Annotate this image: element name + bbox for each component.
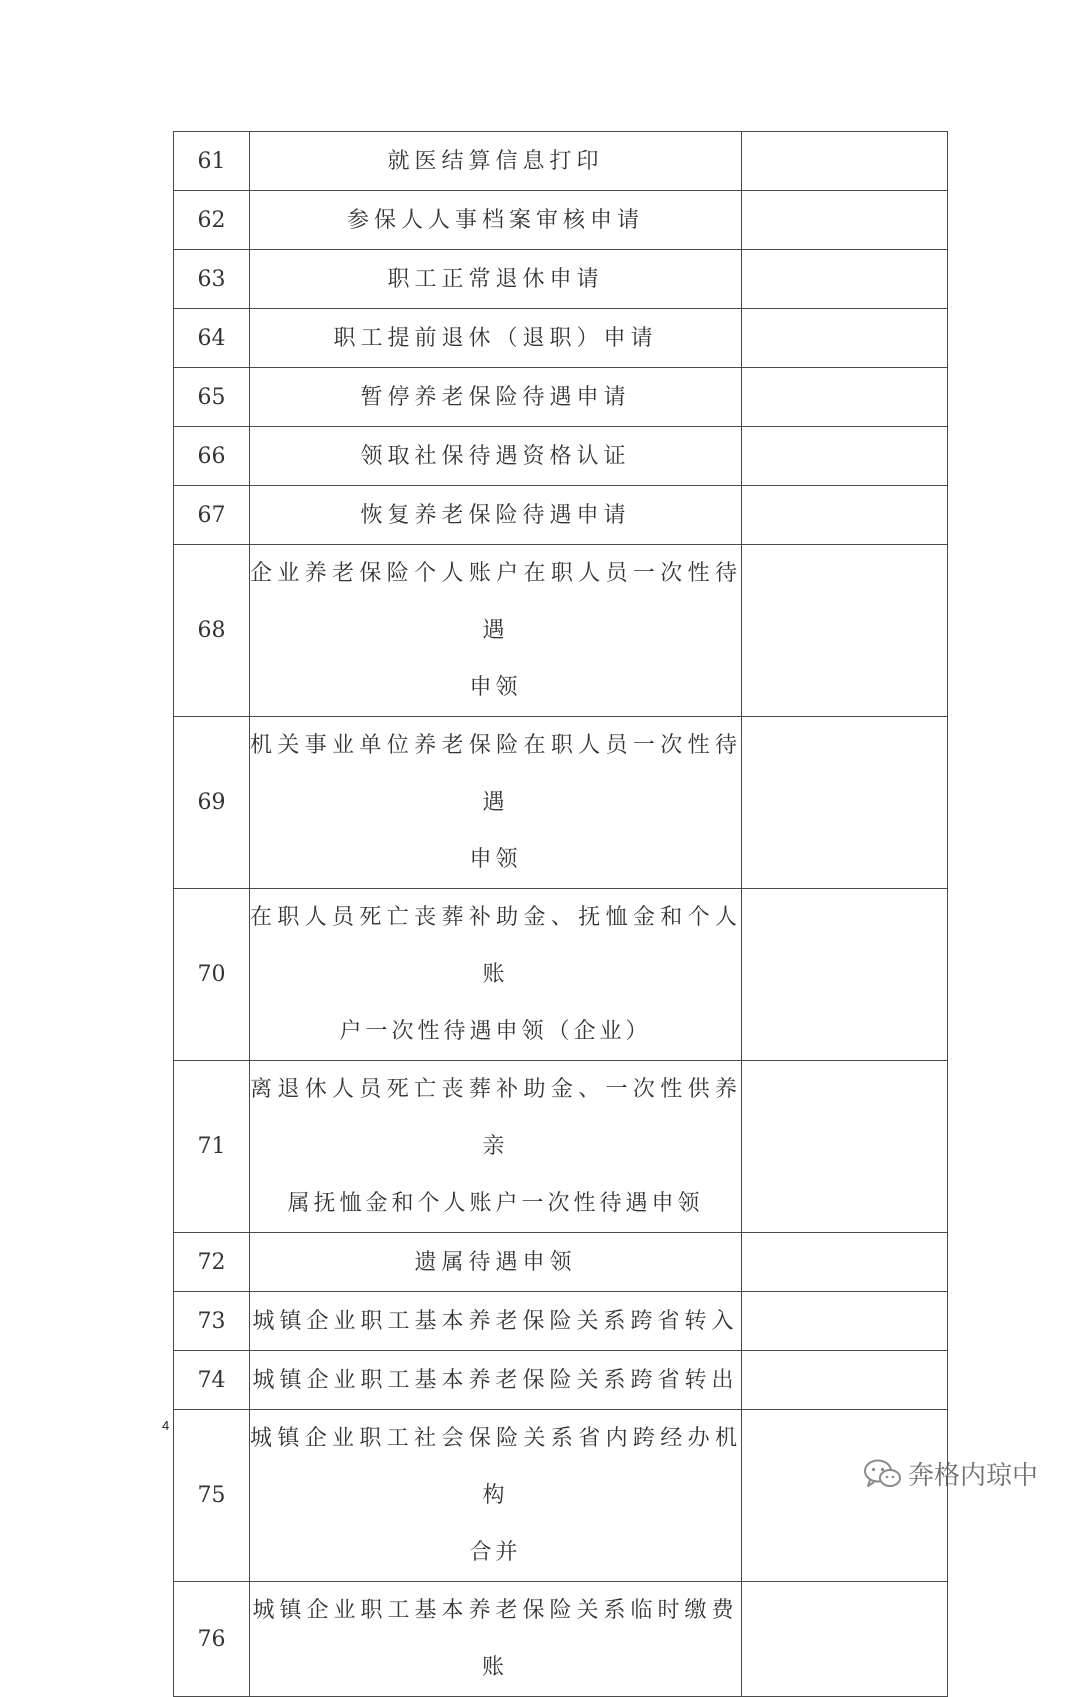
item-name [250, 132, 742, 191]
table-row [174, 132, 948, 191]
item-name [250, 1351, 742, 1410]
item-name-line: 遗属待遇申领 [414, 1249, 577, 1275]
table-body [174, 132, 948, 1697]
row-number: 76 [174, 1582, 250, 1697]
item-name-line: 参保人人事档案审核申请 [346, 207, 644, 233]
row-number: 70 [174, 889, 250, 1061]
row-number: 71 [174, 1061, 250, 1233]
remarks-cell [742, 1410, 948, 1582]
item-name-line: 暂停养老保险待遇申请 [360, 384, 631, 410]
row-number: 61 [174, 132, 250, 191]
remarks-cell [742, 250, 948, 309]
page-number: 4 [162, 1418, 170, 1433]
row-number: 68 [174, 545, 250, 717]
item-name-line: 城镇企业职工基本养老保险关系临时缴费账 [252, 1598, 739, 1680]
table-row [174, 486, 948, 545]
item-name [250, 486, 742, 545]
row-number: 74 [174, 1351, 250, 1410]
item-name-line: 申领 [469, 847, 522, 872]
item-name [250, 1061, 742, 1233]
item-name-line: 城镇企业职工社会保险关系省内跨经办机构 [250, 1426, 741, 1508]
item-name-line: 职工提前退休（退职）申请 [333, 325, 658, 351]
item-name [250, 889, 742, 1061]
remarks-cell [742, 1233, 948, 1292]
table-row [174, 717, 948, 889]
watermark-text: 奔格内琼中 [908, 1461, 1039, 1491]
item-name-line: 恢复养老保险待遇申请 [360, 502, 631, 528]
item-name-line: 就医结算信息打印 [387, 148, 604, 174]
item-name-line: 机关事业单位养老保险在职人员一次性待遇 [250, 733, 741, 815]
item-name-line: 领取社保待遇资格认证 [360, 443, 631, 469]
row-number: 65 [174, 368, 250, 427]
item-name [250, 309, 742, 368]
table-row [174, 309, 948, 368]
table-row [174, 1233, 948, 1292]
item-name [250, 1582, 742, 1697]
item-name [250, 191, 742, 250]
remarks-cell [742, 1351, 948, 1410]
item-name [250, 1292, 742, 1351]
remarks-cell [742, 1582, 948, 1697]
item-name-line: 属抚恤金和个人账户一次性待遇申领 [287, 1191, 704, 1216]
remarks-cell [742, 486, 948, 545]
row-number: 66 [174, 427, 250, 486]
row-number: 64 [174, 309, 250, 368]
service-items-table [173, 131, 948, 1697]
table-row [174, 191, 948, 250]
table-row [174, 1410, 948, 1582]
item-name-line: 城镇企业职工基本养老保险关系跨省转出 [252, 1367, 739, 1393]
item-name [250, 717, 742, 889]
table-row [174, 1351, 948, 1410]
item-name [250, 1233, 742, 1292]
remarks-cell [742, 427, 948, 486]
table-row [174, 889, 948, 1061]
item-name-line: 在职人员死亡丧葬补助金、抚恤金和个人账 [250, 905, 741, 987]
item-name-line: 合并 [469, 1540, 522, 1565]
remarks-cell [742, 309, 948, 368]
table-row [174, 368, 948, 427]
table-row [174, 1061, 948, 1233]
item-name [250, 427, 742, 486]
remarks-cell [742, 132, 948, 191]
row-number: 63 [174, 250, 250, 309]
remarks-cell [742, 191, 948, 250]
remarks-cell [742, 889, 948, 1061]
row-number: 67 [174, 486, 250, 545]
row-number: 62 [174, 191, 250, 250]
remarks-cell [742, 368, 948, 427]
row-number: 73 [174, 1292, 250, 1351]
row-number: 72 [174, 1233, 250, 1292]
item-name-line: 城镇企业职工基本养老保险关系跨省转入 [252, 1308, 739, 1334]
table-row [174, 545, 948, 717]
row-number: 75 [174, 1410, 250, 1582]
item-name-line: 离退休人员死亡丧葬补助金、一次性供养亲 [250, 1077, 741, 1159]
item-name [250, 250, 742, 309]
remarks-cell [742, 545, 948, 717]
item-name-line: 户一次性待遇申领（企业） [339, 1019, 652, 1044]
table-row [174, 427, 948, 486]
remarks-cell [742, 1292, 948, 1351]
item-name [250, 1410, 742, 1582]
row-number: 69 [174, 717, 250, 889]
remarks-cell [742, 1061, 948, 1233]
wechat-icon [862, 1457, 902, 1491]
table-row [174, 1292, 948, 1351]
item-name-line: 申领 [469, 675, 522, 700]
item-name [250, 368, 742, 427]
item-name-line: 企业养老保险个人账户在职人员一次性待遇 [250, 561, 741, 643]
account-watermark [862, 1455, 1038, 1492]
item-name [250, 545, 742, 717]
table-row [174, 1582, 948, 1697]
table-row [174, 250, 948, 309]
remarks-cell [742, 717, 948, 889]
item-name-line: 职工正常退休申请 [387, 266, 604, 292]
